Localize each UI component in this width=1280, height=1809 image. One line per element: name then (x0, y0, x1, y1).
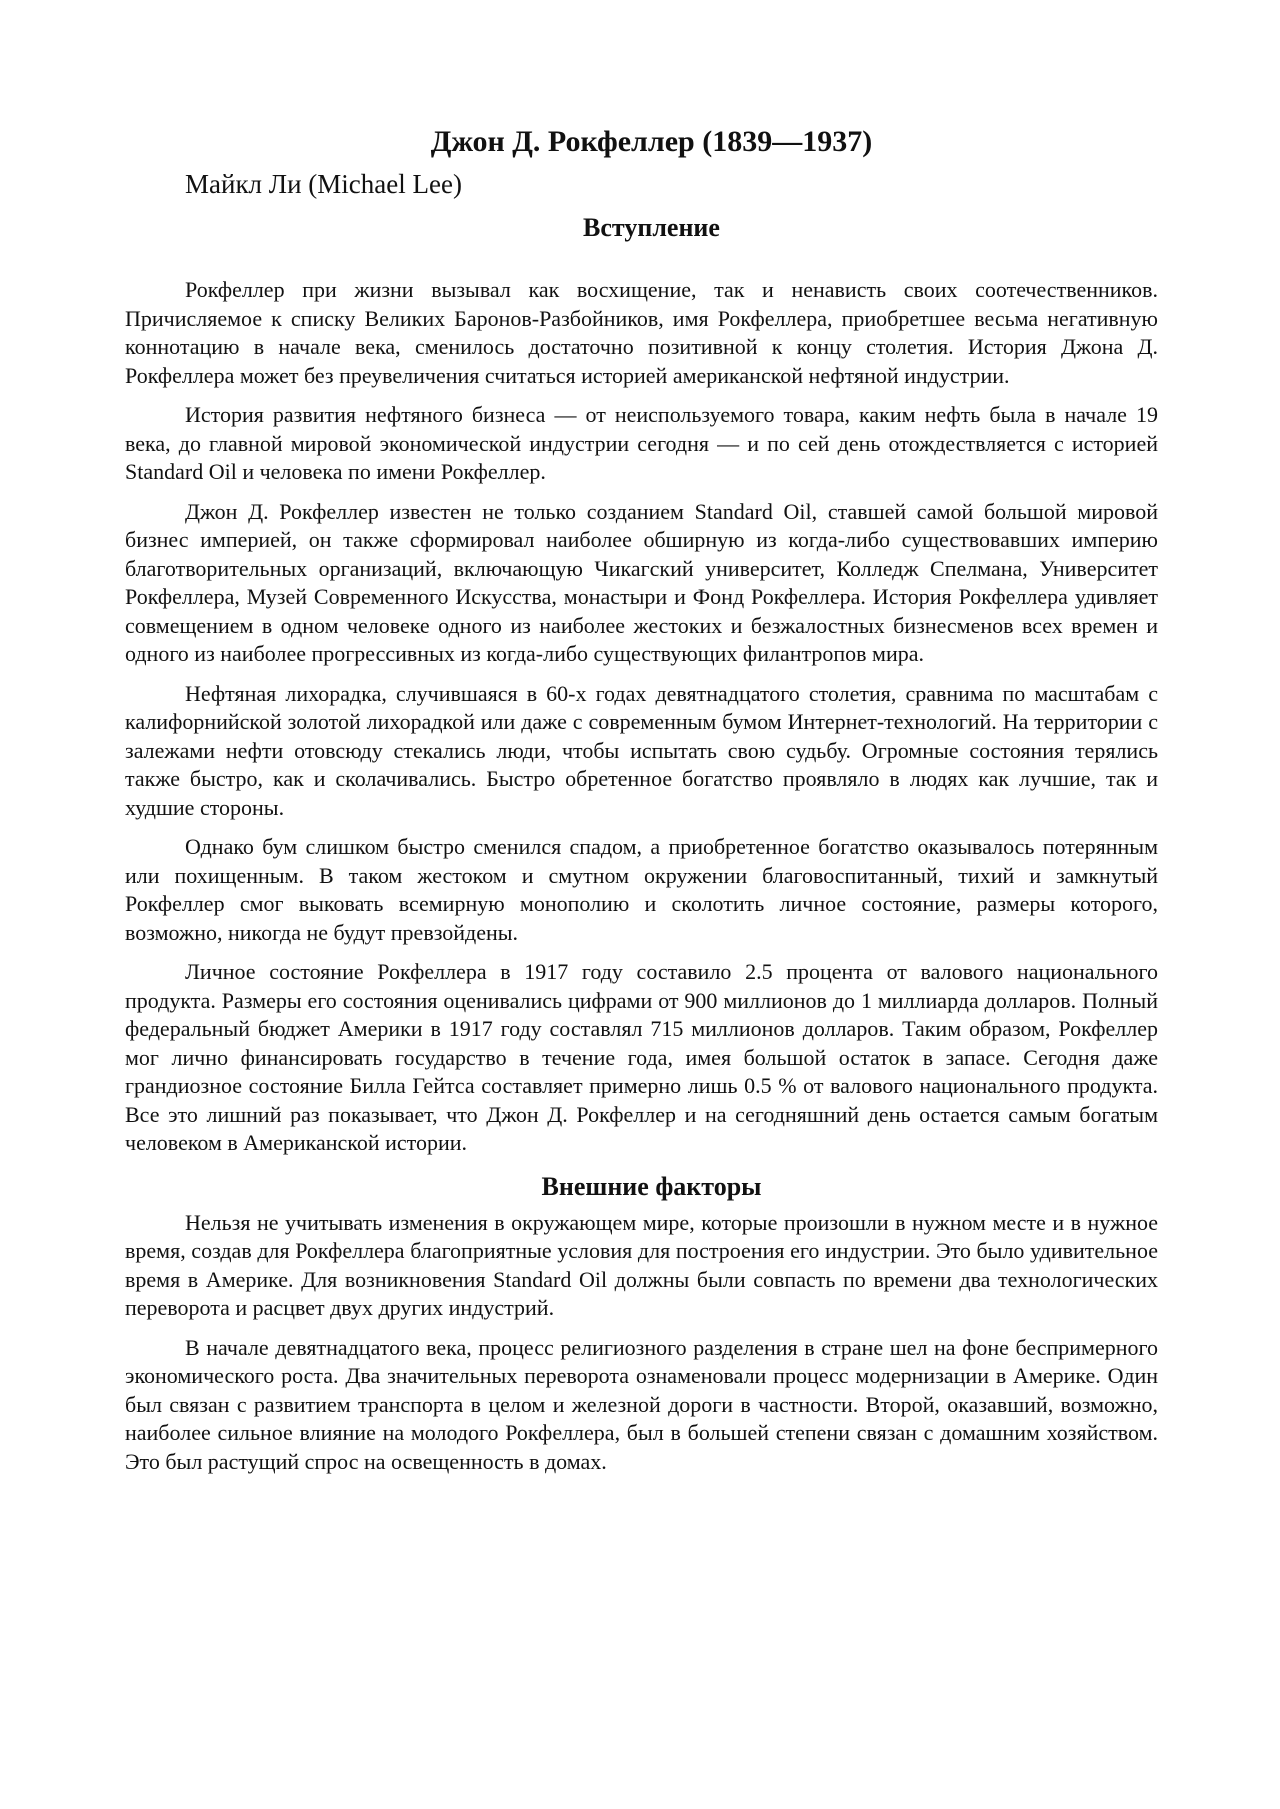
paragraph: Однако бум слишком быстро сменился спадом, а приобретенное богатство оказывалось потерянным или похищенным. В таком жестоком и смутном окружении благовоспитанный, тихий и замкнутый Рокфеллер смог выковать всемирную монополию и сколотить личное состояние, размеры которого, возможно, никогда не будут превзойдены. (125, 834, 1158, 945)
paragraph: Личное состояние Рокфеллера в 1917 году составило 2.5 процента от валового национального продукта. Размеры его состояния оценивались цифрами от 900 миллионов до 1 миллиарда долларов. Полный федеральный бюджет Америки в 1917 году составлял 715 миллионов долларов. Таким образом, Рокфеллер мог лично финансировать государство в течение года, имея большой остаток в запасе. Сегодня даже грандиозное состояние Билла Гейтса составляет примерно лишь 0.5 % от валового национального продукта. Все это лишний раз показывает, что Джон Д. Рокфеллер и на сегодняшний день остается самым богатым человеком в Американской истории. (125, 959, 1158, 1155)
paragraph: Рокфеллер при жизни вызывал как восхищение, так и ненависть своих соотечественников. Причисляемое к списку Великих Баронов-Разбойников, имя Рокфеллера, приобретшее весьма негативную коннотацию в начале века, сменилось достаточно позитивной к концу столетия. История Джона Д. Рокфеллера может без преувеличения считаться историей американской нефтяной индустрии. (125, 277, 1158, 388)
paragraph: Нефтяная лихорадка, случившаяся в 60-х годах девятнадцатого столетия, сравнима по масштабам с калифорнийской золотой лихорадкой или даже с современным бумом Интернет-технологий. На территории с залежами нефти отовсюду стекались люди, чтобы испытать свою судьбу. Огромные состояния терялись также быстро, как и сколачивались. Быстро обретенное богатство проявляло в людях как лучшие, так и худшие стороны. (125, 680, 1158, 820)
author-line: Майкл Ли (Michael Lee) (185, 169, 462, 199)
section-heading: Вступление (583, 213, 720, 242)
section-heading: Внешние факторы (541, 1171, 762, 1201)
paragraph: Джон Д. Рокфеллер известен не только созданием Standard Oil, ставшей самой большой мировой бизнес империей, он также сформировал наиболее обширную из когда-либо существовавших империю благотворительных организаций, включающую Чикагский университет, Колледж Спелмана, Университет Рокфеллера, Музей Современного Искусства, монастыри и Фонд Рокфеллера. История Рокфеллера удивляет совмещением в одном человеке одного из наиболее жестоких и безжалостных бизнесменов всех времен и одного из наиболее прогрессивных из когда-либо существующих филантропов мира. (125, 498, 1158, 666)
section-introduction (125, 210, 1158, 1158)
paragraph: В начале девятнадцатого века, процесс религиозного разделения в стране шел на фоне беспримерного экономического роста. Два значительных переворота ознаменовали процесс модернизации в Америке. Один был связан с развитием транспорта в целом и железной дороги в частности. Второй, оказавший, возможно, наиболее сильное влияние на молодого Рокфеллера, был в большей степени связан с домашним хозяйством. Это был растущий спрос на освещенность в домах. (125, 1334, 1158, 1474)
document-page (125, 122, 1158, 1487)
section-external-factors (125, 1169, 1158, 1477)
paragraph: Нельзя не учитывать изменения в окружающем мире, которые произошли в нужном месте и в нужное время, создав для Рокфеллера благоприятные условия для построения его индустрии. Это было удивительное время в Америке. Для возникновения Standard Oil должны были совпасть по времени два технологических переворота и расцвет двух других индустрий. (125, 1209, 1158, 1320)
paragraph: История развития нефтяного бизнеса — от неиспользуемого товара, каким нефть была в начале 19 века, до главной мировой экономической индустрии сегодня — и по сей день отождествляется с историей Standard Oil и человека по имени Рокфеллер. (125, 402, 1158, 484)
document-title: Джон Д. Рокфеллер (1839—1937) (430, 125, 873, 158)
